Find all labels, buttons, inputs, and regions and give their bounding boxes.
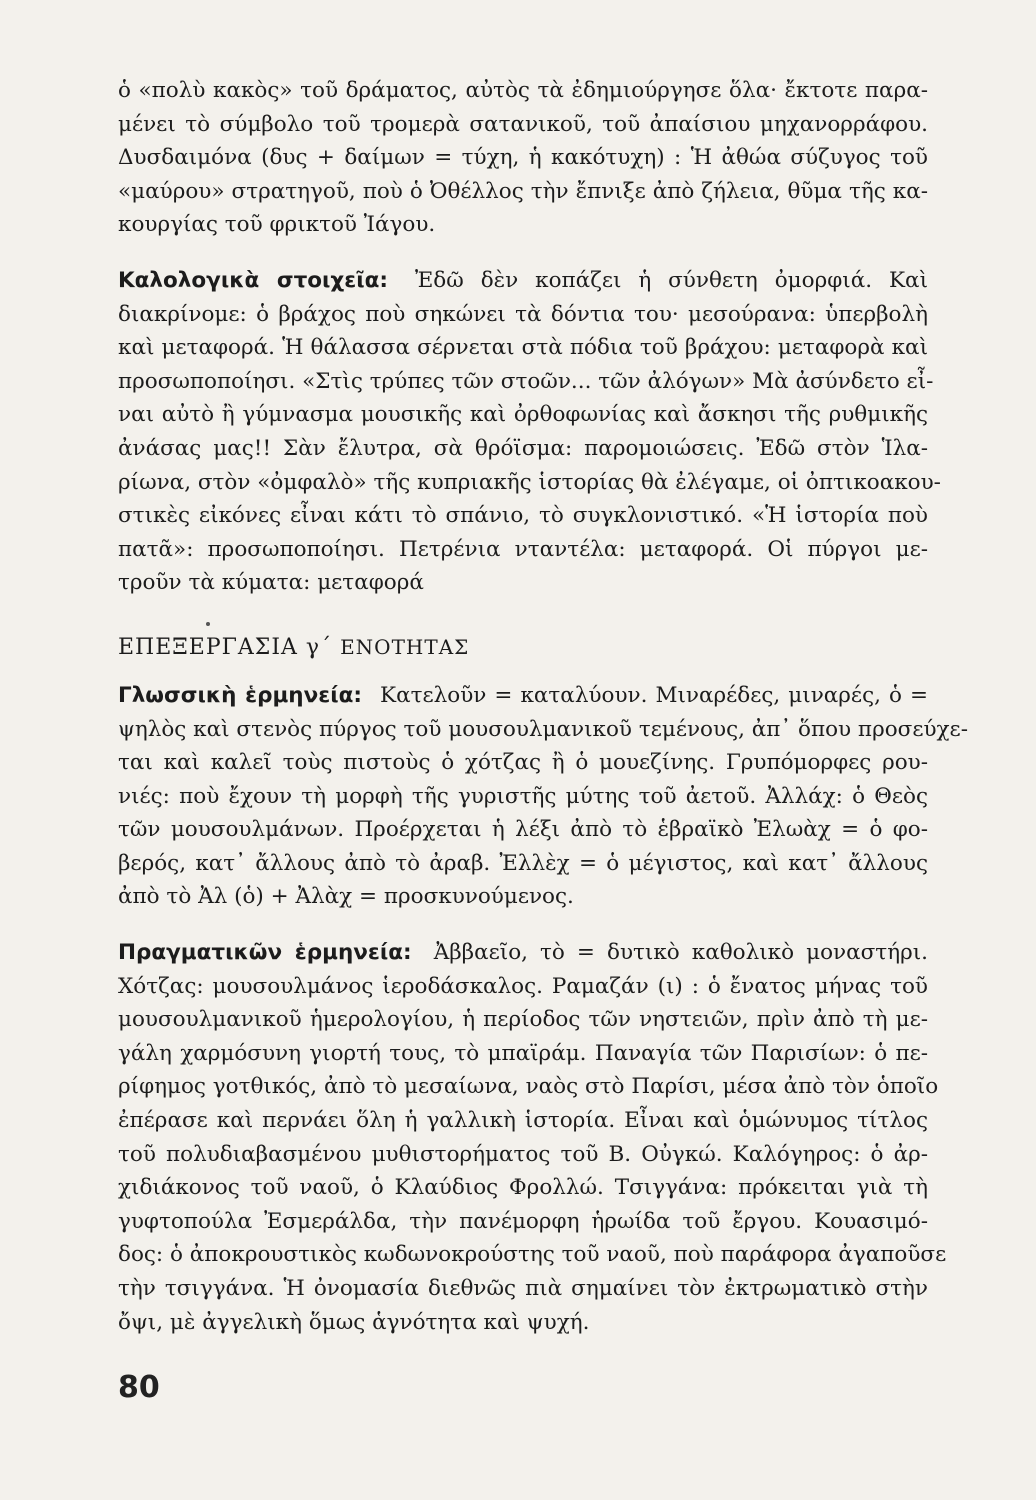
- paragraph-kalologika: [118, 264, 941, 600]
- text-line: προσωποποίησι. «Στὶς τρύπες τῶν στοῶν... τῶν ἀλόγων» Μὰ ἀσύνδετο εἶ-: [118, 368, 934, 394]
- text-line: χιδιάκονος τοῦ ναοῦ, ὁ Κλαύδιος Φρολλώ. Τσιγγάνα: πρόκειται γιὰ τὴ: [118, 1175, 928, 1201]
- text-line: δος: ὁ ἀποκρουστικὸς κωδωνοκρούστης τοῦ ναοῦ, ποὺ παράφορα ἀγαποῦσε: [118, 1242, 947, 1268]
- text-line: ὄψι, μὲ ἀγγελικὴ ὅμως ἁγνότητα καὶ ψυχή.: [118, 1309, 590, 1335]
- text-line: γάλη χαρμόσυνη γιορτή τους, τὸ μπαϊράμ. Παναγία τῶν Παρισίων: ὁ πε-: [118, 1040, 928, 1066]
- text-line: ψηλὸς καὶ στενὸς πύργος τοῦ μουσουλμανικοῦ τεμένους, ἀπ᾽ ὅπου προσεύχε-: [118, 716, 968, 742]
- text-span: Ἀββαεῖο, τὸ = δυτικὸ καθολικὸ μοναστήρι.: [433, 940, 928, 966]
- text-line: ἐπέρασε καὶ περνάει ὅλη ἡ γαλλικὴ ἱστορία. Εἶναι καὶ ὁμώνυμος τίτλος: [118, 1108, 928, 1134]
- section-heading-main: ΕΠΕΞΕΡΓΑΣΙΑ γ΄: [118, 634, 333, 660]
- text-line: νιές: ποὺ ἔχουν τὴ μορφὴ τῆς γυριστῆς μύτης τοῦ ἀετοῦ. Ἀλλάχ: ὁ Θεὸς: [118, 783, 928, 809]
- text-line: ρίωνα, στὸν «ὀμφαλὸ» τῆς κυπριακῆς ἱστορίας θὰ ἐλέγαμε, οἱ ὀπτικοακου-: [118, 469, 941, 495]
- text-line: ρίφημος γοτθικός, ἀπὸ τὸ μεσαίωνα, ναὸς στὸ Παρίσι, μέσα ἀπὸ τὸν ὁποῖο: [118, 1074, 939, 1100]
- section-label: Καλολογικὰ στοιχεῖα:: [118, 267, 389, 293]
- text-line: κουργίας τοῦ φρικτοῦ Ἰάγου.: [118, 212, 436, 238]
- text-line: μένει τὸ σύμβολο τοῦ τρομερὰ σατανικοῦ, τοῦ ἀπαίσιου μηχανορράφου.: [118, 111, 928, 137]
- text-line: μουσουλμανικοῦ ἡμερολογίου, ἡ περίοδος τῶν νηστειῶν, πρὶν ἀπὸ τὴ με-: [118, 1007, 928, 1033]
- text-line: γυφτοπούλα Ἐσμεράλδα, τὴν πανέμορφη ἡρωίδα τοῦ ἔργου. Κουασιμό-: [118, 1208, 928, 1234]
- text-line: Χότζας: μουσουλμάνος ἱεροδάσκαλος. Ραμαζάν (ι) : ὁ ἔνατος μήνας τοῦ: [118, 973, 928, 999]
- text-line: καὶ μεταφορά. Ἡ θάλασσα σέρνεται στὰ πόδια τοῦ βράχου: μεταφορὰ καὶ: [118, 335, 928, 361]
- text-line: τοῦ πολυδιαβασμένου μυθιστορήματος τοῦ Β. Οὐγκώ. Καλόγηρος: ὁ ἀρ-: [118, 1141, 928, 1167]
- section-heading: [118, 630, 928, 665]
- paragraph-pragmatikon: [118, 936, 947, 1339]
- section-heading-suffix: ΕΝΟΤΗΤΑΣ: [340, 634, 470, 659]
- text-line: τὴν τσιγγάνα. Ἡ ὀνομασία διεθνῶς πιὰ σημαίνει τὸν ἐκτρωματικὸ στὴν: [118, 1276, 928, 1301]
- text-line: ὁ «πολὺ κακὸς» τοῦ δράματος, αὐτὸς τὰ ἐδημιούργησε ὅλα· ἔκτοτε παρα-: [118, 78, 928, 103]
- paragraph-othello: [118, 74, 928, 242]
- section-label: Πραγματικῶν ἑρμηνεία:: [118, 940, 412, 966]
- section-label: Γλωσσικὴ ἑρμηνεία:: [118, 682, 362, 708]
- text-line: τῶν μουσουλμάνων. Προέρχεται ἡ λέξι ἀπὸ τὸ ἑβραϊκὸ Ἐλωὰχ = ὁ φο-: [118, 817, 928, 843]
- page-number: 80: [118, 1370, 160, 1405]
- text-line: ται καὶ καλεῖ τοὺς πιστοὺς ὁ χότζας ἢ ὁ μουεζίνης. Γρυπόμορφες ρου-: [118, 750, 928, 776]
- text-line: βερός, κατ᾽ ἄλλους ἀπὸ τὸ ἀραβ. Ἐλλὲχ = ὁ μέγιστος, καὶ κατ᾽ ἄλλους: [118, 850, 928, 876]
- text-line: τροῦν τὰ κύματα: μεταφορά: [118, 570, 424, 596]
- text-line: στικὲς εἰκόνες εἶναι κάτι τὸ σπάνιο, τὸ συγκλονιστικό. «Ἡ ἱστορία ποὺ: [118, 503, 928, 529]
- text-line: Δυσδαιμόνα (δυς + δαίμων = τύχη, ἡ κακότυχη) : Ἡ ἀθώα σύζυγος τοῦ: [118, 145, 928, 171]
- ink-dot: [206, 622, 210, 626]
- text-line: ἀπὸ τὸ Ἀλ (ὁ) + Ἀλὰχ = προσκυνούμενος.: [118, 884, 574, 910]
- text-line: ναι αὐτὸ ἢ γύμνασμα μουσικῆς καὶ ὀρθοφωνίας καὶ ἄσκησι τῆς ρυθμικῆς: [118, 402, 928, 428]
- text-line: πατᾶ»: προσωποποίησι. Πετρένια νταντέλα: μεταφορά. Οἱ πύργοι με-: [118, 536, 928, 562]
- text-line: [118, 936, 928, 970]
- text-line: διακρίνομε: ὁ βράχος ποὺ σηκώνει τὰ δόντια του· μεσούρανα: ὑπερβολὴ: [118, 301, 928, 327]
- text-line: [118, 679, 928, 713]
- text-line: «μαύρου» στρατηγοῦ, ποὺ ὁ Ὀθέλλος τὴν ἔπνιξε ἀπὸ ζήλεια, θῦμα τῆς κα-: [118, 178, 928, 204]
- paragraph-glossiki: [118, 679, 968, 914]
- text-span: Κατελοῦν = καταλύουν. Μιναρέδες, μιναρές, ὁ =: [380, 682, 928, 708]
- page-body: [118, 74, 968, 1339]
- text-line: [118, 264, 928, 298]
- text-span: Ἐδῶ δὲν κοπάζει ἡ σύνθετη ὀμορφιά. Καὶ: [414, 267, 928, 293]
- text-line: ἀνάσας μας!! Σὰν ἔλυτρα, σὰ θρόϊσμα: παρομοιώσεις. Ἐδῶ στὸν Ἱλα-: [118, 435, 928, 461]
